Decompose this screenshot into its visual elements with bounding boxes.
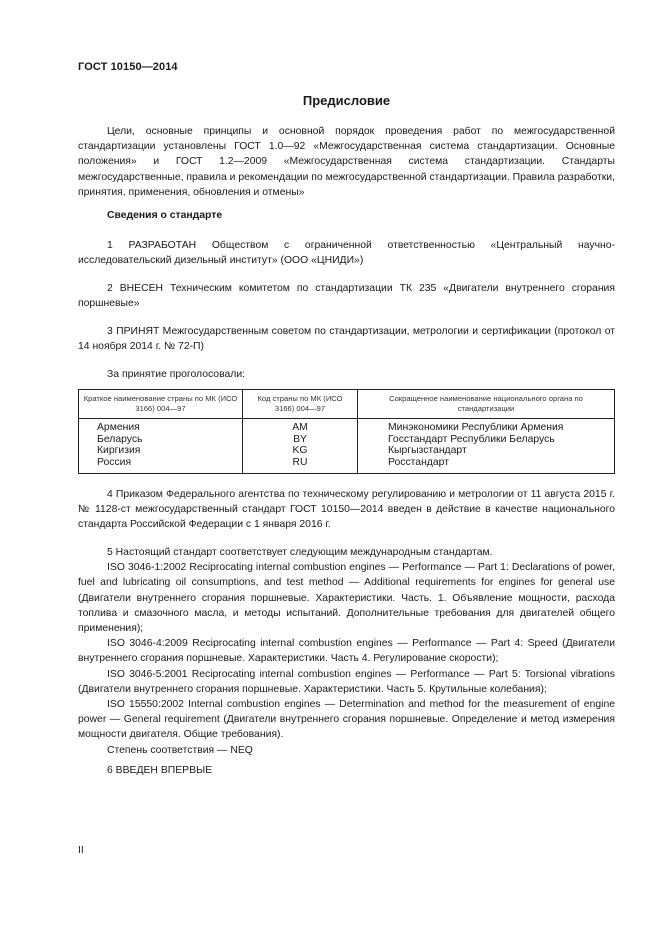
table-cell: Кыргызстандарт [388, 445, 467, 457]
item-2-text: 2 ВНЕСЕН Техническим комитетом по стандартизации ТК 235 «Двигатели внутреннего сгорания поршневые» [78, 283, 615, 310]
info-heading-block [78, 208, 615, 223]
item-5-iso-3046-1: ISO 3046-1:2002 Reciprocating internal combustion engines — Performance — Part 1: Declarations of power, fuel and lubricating oil consumptions, and test method — Additional requirements for engines for general use (Двигатели внутреннего сгорания поршневые. Характеристики. Часть. 1. Объявление мощности, расхода топлива и смазочного масла, и методы испытаний. Дополнительные требования для двигателей общего применения); [78, 562, 615, 635]
table-cell: Госстандарт Республики Беларусь [388, 433, 555, 445]
vote-header-country: Краткое наименование страны по МК (ИСО 3166) 004—97 [79, 390, 243, 419]
item-6-text: 6 ВВЕДЕН ВПЕРВЫЕ [107, 765, 213, 776]
table-cell: RU [292, 456, 308, 468]
item-6 [78, 763, 615, 778]
table-cell: Минэкономики Республики Армения [388, 422, 564, 433]
table-cell: AM [292, 422, 308, 433]
item-5-iso-3046-5: ISO 3046-5:2001 Reciprocating internal combustion engines — Performance — Part 5: Torsional vibrations (Двигатели внутреннего сгорания поршневые. Характеристики. Часть 5. Крутильные колебания); [78, 668, 615, 695]
item-4 [78, 487, 615, 533]
page-number: II [78, 845, 84, 856]
item-5-iso-15550: ISO 15550:2002 Internal combustion engines — Determination and method for the measurement of engine power — General requirement (Двигатели внутреннего сгорания поршневые. Определение и метод измерения мощности двигателя. Общие требования). [78, 699, 615, 741]
vote-header-code: Код страны по МК (ИСО 3166) 004—97 [243, 390, 358, 419]
vote-intro-block [78, 367, 615, 382]
item-5-conformity: Степень соответствия — NEQ [107, 744, 253, 756]
vote-header-organ: Сокращенное наименование национального органа по стандартизации [358, 390, 615, 419]
item-1 [78, 238, 615, 268]
vote-col-country [79, 419, 243, 474]
item-5-iso-3046-4: ISO 3046-4:2009 Reciprocating internal combustion engines — Performance — Part 4: Speed (Двигатели внутреннего сгорания поршневые. Характеристики. Часть 4. Регулирование скорости); [78, 638, 615, 665]
item-4-text: 4 Приказом Федерального агентства по техническому регулированию и метрологии от 11 августа 2015 г. № 1128-ст межгосударственный стандарт ГОСТ 10150—2014 введен в действие в качестве национального стандарта Российской Федерации с 1 января 2016 г. [78, 489, 615, 531]
item-3 [78, 324, 615, 354]
item-1-text: 1 РАЗРАБОТАН Обществом с ограниченной ответственностью «Центральный научно-исследовательский дизельный институт» (ООО «ЦНИДИ») [78, 240, 615, 267]
item-3-text: 3 ПРИНЯТ Межгосударственным советом по стандартизации, метрологии и сертификации (протокол от 14 ноября 2014 г. № 72-П) [78, 326, 615, 353]
table-cell: Киргизия [97, 445, 141, 457]
table-cell: BY [293, 433, 307, 445]
intro-paragraph [78, 124, 615, 200]
vote-col-organ [358, 419, 615, 474]
table-cell: Росстандарт [388, 456, 449, 468]
table-cell: Беларусь [97, 433, 143, 445]
table-cell: KG [292, 445, 308, 457]
vote-intro: За принятие проголосовали: [107, 369, 246, 380]
table-cell: Россия [97, 456, 132, 468]
document-code: ГОСТ 10150—2014 [78, 61, 178, 73]
table-cell: Армения [97, 422, 140, 433]
info-heading: Сведения о стандарте [107, 210, 223, 221]
vote-table [78, 389, 615, 474]
vote-col-code [243, 419, 358, 474]
item-5 [78, 545, 615, 758]
vote-table-body-row [79, 419, 615, 474]
page-title: Предисловие [302, 93, 391, 108]
intro-text: Цели, основные принципы и основной порядок проведения работ по межгосударственной стандартизации установлены ГОСТ 1.0—92 «Межгосударственная система стандартизации. Основные положения» и ГОСТ 1.2—2009 «Межгосударственная система стандартизации. Стандарты межгосударственные, правила и рекомендации по межгосударственной стандартизации. Правила разработки, принятия, применения, обновления и отмены» [78, 126, 615, 198]
item-5-lead: 5 Настоящий стандарт соответствует следующим международным стандартам. [107, 547, 493, 558]
item-2 [78, 281, 615, 311]
vote-table-header-row [79, 390, 615, 419]
